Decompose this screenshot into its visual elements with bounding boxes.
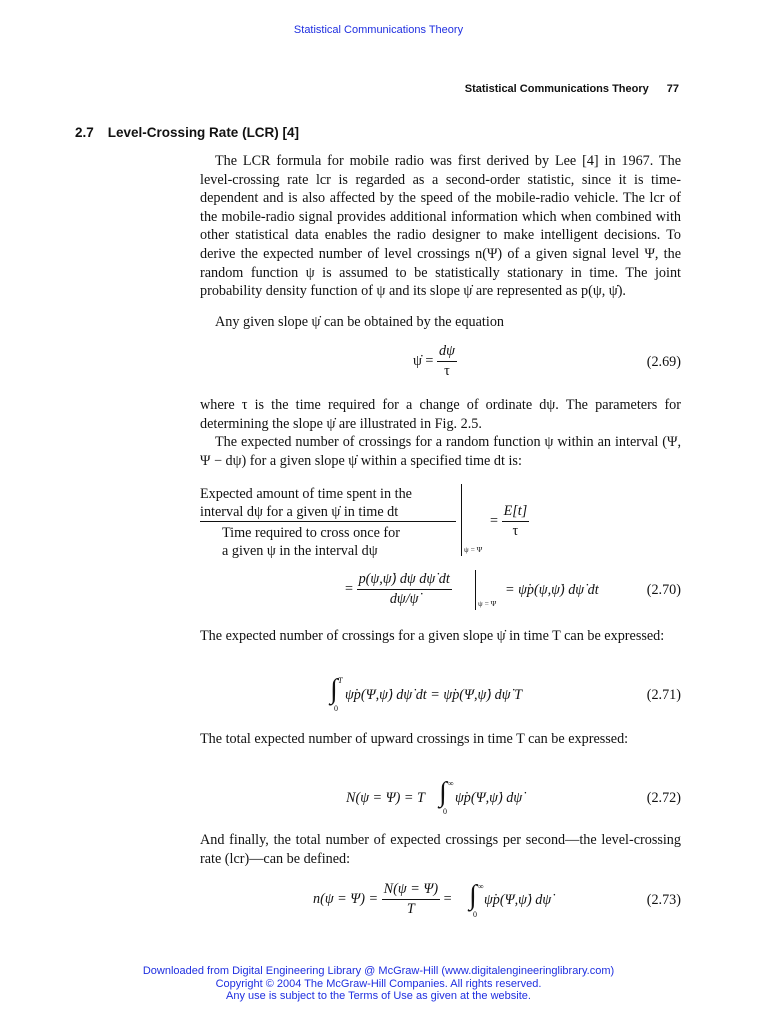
eq-2-70-num: p(ψ,ψ̇) dψ dψ̇ dt xyxy=(357,571,452,590)
eq-2-69-fraction xyxy=(437,343,457,380)
paragraph-7: And finally, the total number of expected crossings per second—the level-crossing rate (lcr)—can be defined: xyxy=(200,832,681,867)
eq-2-71-upper: T xyxy=(338,676,343,685)
expected-rhs xyxy=(490,503,529,540)
expected-rhs-fraction xyxy=(502,503,530,540)
eq-2-69-lhs: ψ̇ = xyxy=(413,352,434,369)
eq-2-73-lower: 0 xyxy=(473,910,477,919)
eq-label-2-70: (2.70) xyxy=(646,582,681,598)
eq-2-73-lhs: n(ψ = Ψ) = xyxy=(313,891,379,907)
expected-num-line2: interval dψ for a given ψ̇ in time dt xyxy=(200,504,399,520)
eq-2-69-den: τ xyxy=(444,363,450,379)
eq-2-73-body: ψ̇p(Ψ,ψ̇) dψ̇ xyxy=(484,892,552,908)
eq-2-70-eq: = xyxy=(345,581,354,597)
equation-2-69 xyxy=(413,343,457,380)
eq-2-70-fraction xyxy=(357,571,452,608)
section-title xyxy=(75,125,299,140)
paragraph-3: where τ is the time required for a change of ordinate dψ. The parameters for determining the slope ψ̇ are illustrated in Fig. 2.5. xyxy=(200,397,681,432)
running-title: Statistical Communications Theory xyxy=(464,83,649,95)
eq-2-71-lower: 0 xyxy=(334,704,338,713)
expected-eval-bar xyxy=(461,484,462,556)
running-head xyxy=(465,83,679,95)
eq-label-2-69: (2.69) xyxy=(646,354,681,370)
section-heading: Level-Crossing Rate (LCR) [4] xyxy=(107,125,300,140)
eq-2-69-num: dψ xyxy=(437,343,457,362)
eq-2-72-integral-sign: ∫ xyxy=(439,777,447,808)
eq-2-73-den: T xyxy=(406,901,415,917)
expected-rhs-den: τ xyxy=(512,523,519,539)
eq-2-72-upper: ∞ xyxy=(448,779,454,788)
eq-2-71-integral-sign: ∫ xyxy=(330,674,338,705)
expected-fraction-bar xyxy=(200,521,456,522)
page-number: 77 xyxy=(666,83,679,95)
eq-2-73-eq: = xyxy=(443,891,452,907)
eq-2-71-body: ψ̇p(Ψ,ψ̇) dψ̇ dt = ψ̇p(Ψ,ψ̇) dψ̇ T xyxy=(345,687,522,703)
footer-copyright[interactable]: Copyright © 2004 The McGraw-Hill Companies. All rights reserved. xyxy=(215,977,542,990)
equation-2-70 xyxy=(345,571,452,608)
eq-2-72-lhs: N(ψ = Ψ) = T xyxy=(346,790,425,806)
footer xyxy=(0,965,757,1003)
eq-2-73-fraction xyxy=(382,881,440,918)
expected-rhs-num: E[t] xyxy=(502,503,530,522)
eq-2-73-upper: ∞ xyxy=(478,882,484,891)
expected-num-line1: Expected amount of time spent in the xyxy=(200,486,412,502)
footer-download-link[interactable]: Downloaded from Digital Engineering Library @ McGraw-Hill (www.digitalengineeringlibrary.com) xyxy=(142,965,615,977)
paragraph-1: The LCR formula for mobile radio was first derived by Lee [4] in 1967. The level-crossing rate lcr is regarded as a second-order statistic, since it is time-dependent and is also affected by the speed of the mobile-radio vehicle. The lcr of the mobile-radio signal provides additional information which when combined with other statistical data enables the radio designer to make intelligent decisions. To derive the expected number of level crossings n(Ψ) of a given signal level Ψ, the random function ψ is assumed to be statistically stationary in time. The joint probability density function of ψ and its slope ψ̇ are represented as p(ψ, ψ̇). xyxy=(200,153,681,300)
paragraph-4: The expected number of crossings for a random function ψ within an interval (Ψ, Ψ − dψ) for a given slope ψ̇ within a specified time dt is: xyxy=(200,434,681,469)
expected-time-denominator xyxy=(222,524,400,560)
eq-2-70-den: dψ/ψ̇ xyxy=(389,591,419,607)
top-link[interactable]: Statistical Communications Theory xyxy=(293,24,464,36)
equation-2-73 xyxy=(313,881,452,918)
eq-2-70-eval-subscript: ψ = Ψ xyxy=(478,599,497,608)
eq-2-72-body: ψ̇p(Ψ,ψ̇) dψ̇ xyxy=(455,790,523,806)
paragraph-6: The total expected number of upward crossings in time T can be expressed: xyxy=(200,731,629,747)
eq-2-72-lower: 0 xyxy=(443,807,447,816)
expected-den-line1: Time required to cross once for xyxy=(222,525,400,541)
eq-2-73-num: N(ψ = Ψ) xyxy=(382,881,440,900)
expected-eval-subscript: ψ = Ψ xyxy=(464,545,483,554)
expected-time-numerator xyxy=(200,485,412,521)
eq-2-70-eval-bar xyxy=(475,570,476,610)
footer-terms[interactable]: Any use is subject to the Terms of Use as given at the website. xyxy=(226,990,531,1002)
expected-den-line2: a given ψ in the interval dψ xyxy=(222,543,378,559)
paragraph-5: The expected number of crossings for a given slope ψ̇ in time T can be expressed: xyxy=(200,628,665,644)
eq-label-2-73: (2.73) xyxy=(646,892,681,908)
expected-eq-sign: = xyxy=(490,513,499,529)
eq-label-2-72: (2.72) xyxy=(646,790,681,806)
eq-label-2-71: (2.71) xyxy=(646,687,681,703)
eq-2-73-integral-sign: ∫ xyxy=(469,880,477,911)
section-number: 2.7 xyxy=(75,125,94,140)
eq-2-70-rhs: = ψ̇p(ψ,ψ̇) dψ̇ dt xyxy=(505,582,599,598)
paragraph-2: Any given slope ψ̇ can be obtained by the equation xyxy=(215,314,505,330)
